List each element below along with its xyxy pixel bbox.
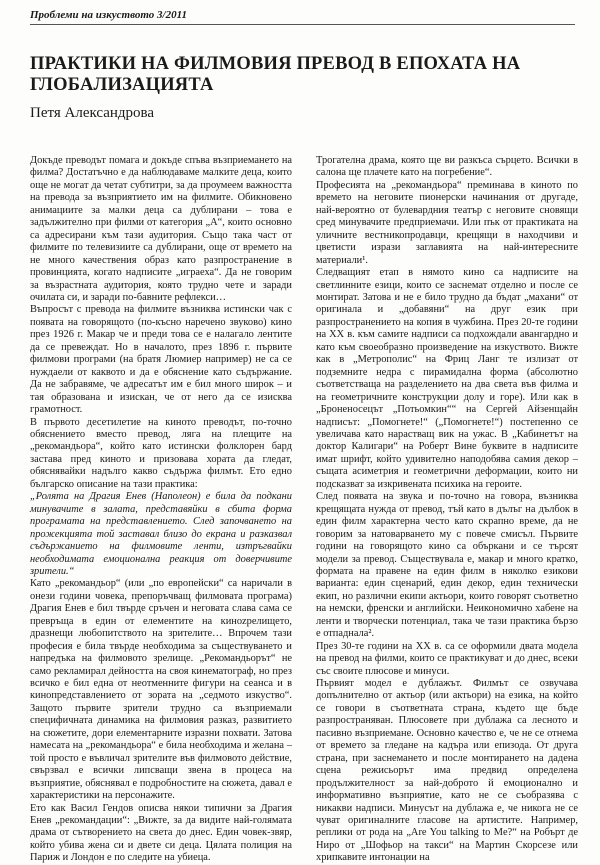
running-head: Проблеми на изкуството 3/2011 — [30, 9, 187, 21]
paragraph: Трогателна драма, която ще ви разкъса сърцето. Всички в салона ще плачете като на погребение“. — [316, 155, 578, 179]
paragraph: През 30-те години на XX в. са се оформили двата модела на превод на филми, които се практикуват и до днес, всеки със своите плюсове и минуси. — [316, 640, 578, 677]
paragraph: След появата на звука и по-точно на говора, възниква крещящата нужда от превод, тъй като в дълъг на дълбок в един филм характерна често като скрапно време, да не говорим за натоварването му с повече смисъл. Първите години на говорящото кино са объркани и се търсят модели за превод. Съществувала е, макар и много кратко, формата на правене на един филм в няколко езикови варианта: един сценарий, един декор, един технически екип, но различни екипи актьори, които говорят съответно на немски, френски и английски. Неикономично хабене на ленти и творчески потенциал, така че тази практика бързо е отпаднала². — [316, 491, 578, 640]
paragraph: Първият модел е дублажът. Филмът се озвучава допълнително от актьор (или актьори) на езика, на който се говори в съответната страна, където ще бъде разпространяван. Плюсовете при дублажа са лесното и пасивно възприемане. Основно качество е, че не се отнема от времето за гледане на кадъра или епизода. От друга страна, при заснемането и после монтирането на дадена сцена режисьорът има предвид определена продължителност за най-доброто й емоционално и информативно възприятие, като не се съобразява с никакви надписи. Минусът на дублажа е, че никога не се чуват оригиналните гласове на артистите. Например, реплики от рода на „Are You talking to Me?“ на Робърт де Ниро от „Шофьор на такси“ на Мартин Скорсезе или хрипкавите интонации на — [316, 678, 578, 864]
paragraph: Въпросът с превода на филмите възниква истински чак с появата на говорящото (по-късно наречено звуково) кино през 1926 г. Макар че и преди това се е налагало лентите да се превеждат. Но в началото, през 1896 г. първите филмови програми (на братя Люмиер например) не са се нуждаели от каквото и да е обяснение като съдържание. Да не забравяме, че адресатът им е бил много широк – и тая образована и изискан, че от него да се изисква грамотност. — [30, 304, 292, 416]
article-author: Петя Александрова — [30, 105, 155, 121]
paragraph: Следващият етап в нямото кино са надписите на светлинните езици, които се заснемат отделно и после се монтират. Затова и не е било трудно да бъдат „махани“ от оригинала и „добавяни“ на друг език при разпространението на копия в чужбина. През 20-те години на XX в. към самите надписи са подхождали авангардно и като към своеобразно произведение на изкуството. Вижте как в „Метрополис“ на Фриц Ланг те излизат от подземните недра с пирамидална форма (абсолютно съответстваща на разделението на два света във филма и на геометричните конструкции долу и горе). Или как в „Броненосецът „Потьомкин““ на Сергей Айзенщайн надписът: „Помогнете!“ („Помогнете!“) постепенно се увеличава като нарастващ вик на ужас. В „Кабинетът на доктор Калигари“ на Роберт Вине буквите в надписите имат шрифт, който удивително наподобява самия декор – същата асиметрия и геометрични деформации, които ни подсказват за изкривената психика на героите. — [316, 267, 578, 490]
paragraph: Ето как Васил Гендов описва някои типични за Драгия Енев „рекомандации“: „Вижте, за да видите най-голямата драма от сътворението на света до днес. Един човек-звяр, който убива жена си и двете си деца. Цялата полиция на Париж и Лондон е по следите на убиеца. — [30, 802, 292, 864]
article-title: ПРАКТИКИ НА ФИЛМОВИЯ ПРЕВОД В ЕПОХАТА НА ГЛОБАЛИЗАЦИЯТА — [30, 54, 521, 95]
quotation-paragraph: „Ролята на Драгия Енев (Наполеон) е била да подкани минувачите в залата, представяйки в сбита форма програмата на представлението. След започването на прожекцията той заставал близо до екрана и разказвал съдържанието на филмовите ленти, изтръгвайки необходимата емоционална реакция от доверчивите зрители.“ — [30, 491, 292, 577]
left-column — [30, 155, 292, 864]
paragraph: В първото десетилетие на киното преводът, по-точно обяснението вместо превод, ляга на плещите на „рекомандьора“, който като истински фолклорен бард застава пред киното и призовава хората да гледат, обяснявайки надълго какво съдържа филмът. Ето едно българско описание на тази практика: — [30, 416, 292, 490]
paragraph: Като „рекомандьор“ (или „по европейски“ са наричали в онези години човека, препоръчващ филмовата програма) Драгия Енев е бил твърде сръчен и неговата слава сама се превръща в един от елементите на киноzрелището, дразнещи любопитството на зрителите… Впрочем тази професия е била твърде необходима за съществуването и напредъка на филмовото зрелище. „Рекомандьорът“ не само рекламирал дейността на своя кинематограф, но през всичко е бил една от неотменните фигури на сеанса и в кинопредставлението от зората на „седмото изкуство“. Защото първите зрители трудно са възприемали специфичната динамика на филмовия разказ, развитието на сюжетите, дори елементарните изразни похвати. Затова намесата на „рекомандьора“ е била необходима и желана – той просто е въвличал зрителите във филмовото действие, свързвал е всички липсващи звена в процеса на възприятие, обяснявал е подробностите на сюжета, давал е характеристики на персонажите. — [30, 578, 292, 802]
paragraph: Докъде преводът помага и докъде спъва възприемането на филма? Достатъчно е да наблюдаваме малките деца, които още не могат да четат субтитри, за да проумеем важността на превода за възприятието им на филмите. Обикновено анимациите за малки деца са дублирани – това е задължително при филми от категория „А“, които основно са адресирани към тази аудитория. Също така част от филмите по телевизиите са дублирани, още от времето на не много качествения образ като разпространение в провинцията, когато надписите „играеха“. Да не говорим за възрастната аудитория, която трудно чете и заради очилата си, и заради по-бавните рефлекси… — [30, 155, 292, 303]
paragraph: Професията на „рекомандьора“ преминава в киното по времето на неговите пионерски начинания от другаде, най-вероятно от булевардния театър с неговите сновящи сред минувачите предприемачи. Или пък от практиката на уличните вестникопродавци, крещящи в находчиви и цветисти изрази заглавията на най-интересните материали¹. — [316, 179, 578, 266]
header-rule — [30, 24, 575, 25]
right-column — [316, 155, 578, 864]
